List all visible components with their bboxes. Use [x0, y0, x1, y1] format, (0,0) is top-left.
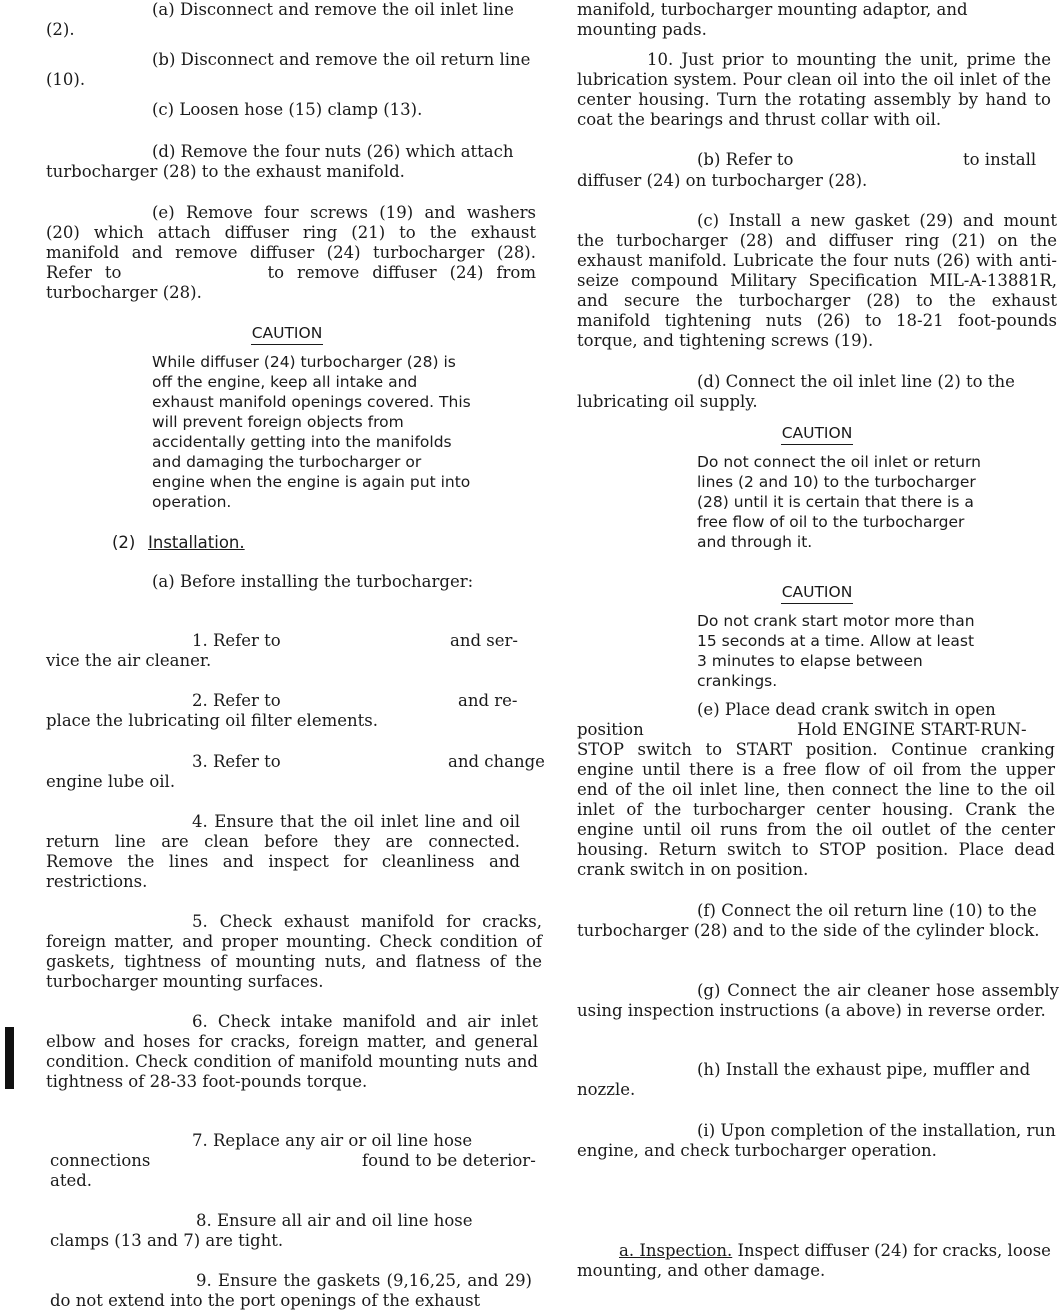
- step-a-disconnect-inlet: (a) Disconnect and remove the oil inlet line (2).: [46, 0, 514, 39]
- inspection-label: a. Inspection.: [619, 1241, 733, 1260]
- step-c-install: (c) Install a new gasket (29) and mount the turbocharger (28) and diffuser ring (21) on the exhaust manifold. Lubricate the four nuts (26) with anti-seize compound Military Specification MIL-A-13881R, and secure the turbocharger (28) to the exhaust manifold tightening nuts (26) to 18-21 foot-pounds torque, and tightening screws (19).: [577, 211, 1057, 350]
- step-b-lead: (b) Refer to: [697, 150, 794, 169]
- step-e-lead: (e) Place dead crank switch in open: [697, 700, 996, 719]
- step-d-connect: (d) Connect the oil inlet line (2) to the lubricating oil supply.: [577, 372, 1015, 411]
- substep-8: 8. Ensure all air and oil line hose clamps (13 and 7) are tight.: [50, 1211, 473, 1250]
- caution-heading-2: CAUTION: [697, 423, 937, 443]
- step-e-rest: STOP switch to START position. Continue cranking engine until there is a free flow of oil from the upper end of the oil inlet line, then connect the line to the oil inlet of the turbocharger center housing. Crank the engine until oil runs from the oil outlet of the center housing. Return switch to STOP position. Place dead crank switch in on position.: [577, 740, 1055, 879]
- step-b-disconnect-return: (b) Disconnect and remove the oil return line (10).: [46, 50, 531, 89]
- substep-3-tail: and change: [448, 752, 545, 771]
- revision-bar: [5, 1027, 14, 1089]
- substep-3-rest: engine lube oil.: [46, 772, 176, 791]
- step-h-install: (h) Install the exhaust pipe, muffler and nozzle.: [577, 1060, 1031, 1099]
- step-i-upon-completion: (i) Upon completion of the installation, run engine, and check turbocharger operation.: [577, 1121, 1056, 1160]
- substep-7-tail: found to be deterior-: [362, 1151, 536, 1170]
- substep-7-lead: 7. Replace any air or oil line hose: [192, 1131, 473, 1150]
- caution-text-1: While diffuser (24) turbocharger (28) is off the engine, keep all intake and exhaust manifold openings covered. This will prevent foreign objects from accidentally getting into the manifolds and damaging the turbocharger or engine when the engine is again put into operation.: [152, 353, 471, 511]
- substep-3-lead: 3. Refer to: [192, 752, 281, 771]
- inspection-text: Inspect diffuser (24) for cracks, loose mounting, and other damage.: [577, 1241, 1051, 1280]
- inspection-paragraph: [577, 1241, 1057, 1281]
- substep-1-tail: and ser-: [450, 631, 518, 650]
- section-number-2: (2): [112, 533, 136, 552]
- step-e-remove-screws: (e) Remove four screws (19) and washers (20) which attach diffuser ring (21) to the exhaust manifold and remove diffuser (24) turbocharger (28). Refer to to remove diffuser (24) from turbocharger (28).: [46, 203, 537, 302]
- substep-2-lead: 2. Refer to: [192, 691, 281, 710]
- caution-heading-1: CAUTION: [152, 323, 422, 343]
- section-title-installation: Installation.: [148, 533, 245, 552]
- caution-heading-3: CAUTION: [697, 582, 937, 602]
- step-b-rest: diffuser (24) on turbocharger (28).: [577, 171, 868, 190]
- step-c-loosen-clamp: (c) Loosen hose (15) clamp (13).: [152, 100, 423, 119]
- substep-6: 6. Check intake manifold and air inlet elbow and hoses for cracks, foreign matter, and general condition. Check condition of manifold mounting nuts and tightness of 28-33 foot-pounds torque.: [46, 1012, 538, 1091]
- substep-5: 5. Check exhaust manifold for cracks, foreign matter, and proper mounting. Check condition of gaskets, tightness of mounting nuts, and flatness of the turbocharger mounting surfaces.: [46, 912, 542, 991]
- substep-1-lead: 1. Refer to: [192, 631, 281, 650]
- substep-7-connections: connections: [50, 1151, 151, 1170]
- step-a-before-installing: (a) Before installing the turbocharger:: [152, 572, 474, 591]
- step-b-tail: to install: [963, 150, 1037, 169]
- substep-4: 4. Ensure that the oil inlet line and oil return line are clean before they are connected. Remove the lines and inspect for cleanliness and restrictions.: [46, 812, 520, 891]
- caution-text-2: Do not connect the oil inlet or return lines (2 and 10) to the turbocharger (28) until it is certain that there is a free flow of oil to the turbocharger and through it.: [697, 453, 981, 551]
- caution-text-3: Do not crank start motor more than 15 seconds at a time. Allow at least 3 minutes to elapse between crankings.: [697, 612, 975, 690]
- step-d-remove-nuts: (d) Remove the four nuts (26) which attach turbocharger (28) to the exhaust manifold.: [46, 142, 514, 181]
- step-g-connect: (g) Connect the air cleaner hose assembly using inspection instructions (a above) in reverse order.: [577, 981, 1059, 1020]
- substep-9: 9. Ensure the gaskets (9,16,25, and 29) do not extend into the port openings of the exhaust: [50, 1271, 532, 1310]
- substep-1-rest: vice the air cleaner.: [46, 651, 212, 670]
- step-f-connect: (f) Connect the oil return line (10) to the turbocharger (28) and to the side of the cylinder block.: [577, 901, 1040, 940]
- step-e-position: position: [577, 720, 644, 739]
- substep-2-rest: place the lubricating oil filter elements.: [46, 711, 378, 730]
- substep-2-tail: and re-: [458, 691, 518, 710]
- substep-9-continued: manifold, turbocharger mounting adaptor, and mounting pads.: [577, 0, 968, 39]
- substep-10: 10. Just prior to mounting the unit, prime the lubrication system. Pour clean oil into the oil inlet of the center housing. Turn the rotating assembly by hand to coat the bearings and thrust collar with oil.: [577, 50, 1051, 129]
- substep-7-rest: ated.: [50, 1171, 93, 1190]
- step-e-hold: Hold ENGINE START-RUN-: [797, 720, 1027, 739]
